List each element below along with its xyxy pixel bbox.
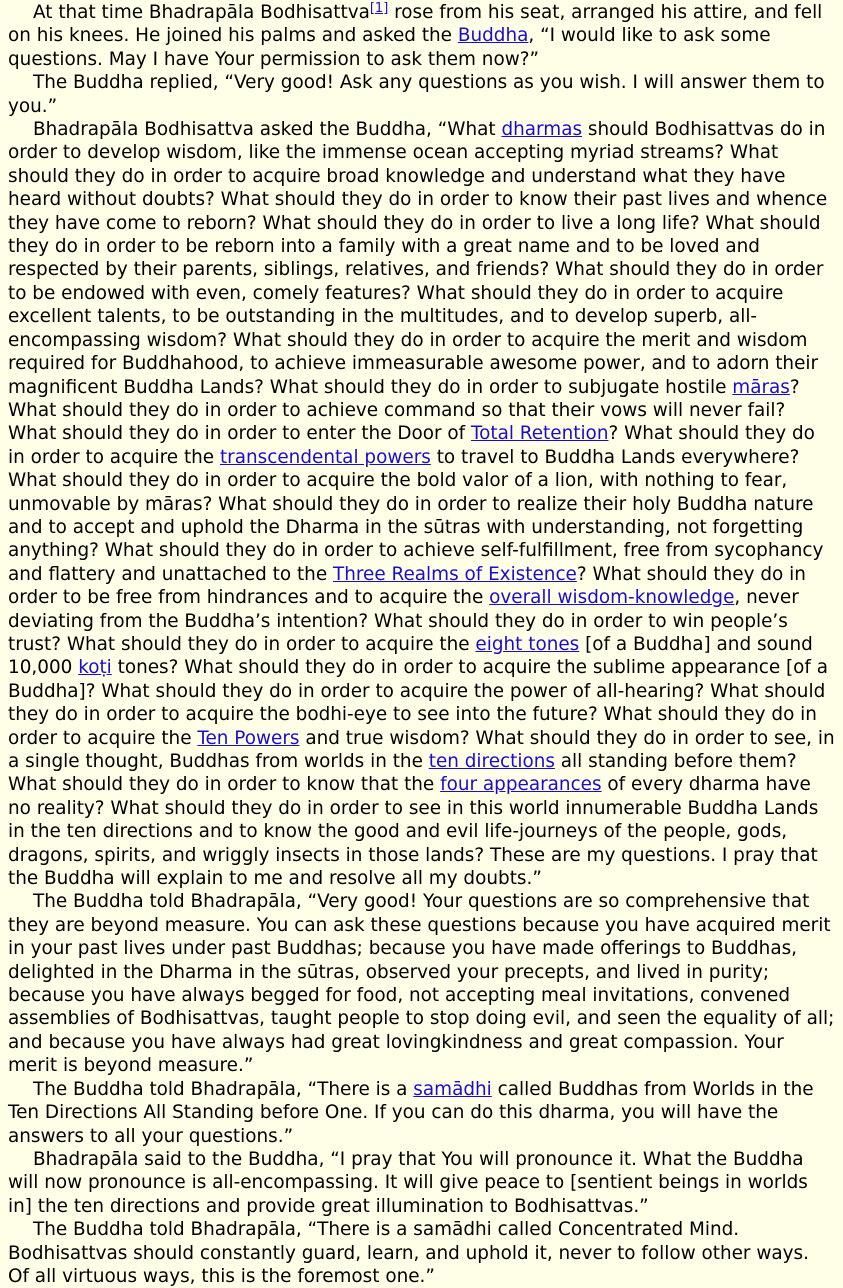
glossary-link-ten-powers[interactable]: Ten Powers bbox=[197, 727, 300, 749]
text-run: of every dharma have no reality? What should they do in order to see in this world innumerable Buddha Lands in the ten directions and to know the good and evil life-journeys of the people, gods, dragons, spirits, and wriggly insects in those lands? These are my questions. I pray that the Buddha will explain to me and resolve all my doubts.” bbox=[8, 774, 819, 890]
glossary-link-eight-tones[interactable]: eight tones bbox=[475, 633, 580, 655]
glossary-link-sam-dhi[interactable]: samādhi bbox=[413, 1078, 492, 1100]
glossary-link-m-ras[interactable]: māras bbox=[732, 376, 790, 398]
footnote-ref bbox=[370, 1, 388, 16]
paragraph-3 bbox=[8, 118, 835, 890]
glossary-link-four-appearances[interactable]: four appearances bbox=[440, 774, 602, 796]
text-run: should Bodhisattvas do in order to develop wisdom, like the immense ocean accepting myriad streams? What should they do in order to acquire broad knowledge and understand what they have heard without doubts? What should they do in order to know their past lives and whence they have come to reborn? What should they do in order to live a long life? What should they do in order to be reborn into a family with a great name and to be loved and respected by their parents, siblings, relatives, and friends? What should they do in order to be endowed with even, comely features? What should they do in order to acquire excellent talents, to be outstanding in the multitudes, and to develop superb, all-encompassing wisdom? What should they do in order to acquire the merit and wisdom required for Buddhahood, to achieve immeasurable awesome power, and to adorn their magnificent Buddha Lands? What should they do in order to subjugate hostile bbox=[8, 119, 828, 398]
footnote-link[interactable]: [1] bbox=[369, 1, 389, 16]
paragraph-5 bbox=[8, 1078, 835, 1148]
text-run: , never deviating from the Buddha’s intention? What should they do in order to win people’s trust? What should they do in order to acquire the bbox=[8, 587, 799, 655]
text-run: ? What should they do in order to acquire the bbox=[8, 423, 815, 468]
text-run: all standing before them? What should they do in order to know that the bbox=[8, 751, 797, 796]
text-run: and true wisdom? What should they do in order to see, in a single thought, Buddhas from worlds in the bbox=[8, 727, 835, 772]
paragraph-7 bbox=[8, 1218, 835, 1288]
text-run: The Buddha replied, “Very good! Ask any questions as you wish. I will answer them to you.” bbox=[8, 72, 825, 117]
text-run: The Buddha told Bhadrapāla, “There is a samādhi called Concentrated Mind. Bodhisattvas should constantly guard, learn, and uphold it, never to follow other ways. Of all virtuous ways, this is the foremost one.” bbox=[8, 1219, 809, 1287]
paragraph-2 bbox=[8, 71, 835, 118]
text-run: called Buddhas from Worlds in the Ten Directions All Standing before One. If you can do this dharma, you will have the answers to all your questions.” bbox=[8, 1078, 814, 1147]
paragraph-6 bbox=[8, 1148, 835, 1218]
text-run: to travel to Buddha Lands everywhere? What should they do in order to acquire the bold valor of a lion, with nothing to fear, unmovable by māras? What should they do in order to realize their holy Buddha nature and to accept and uphold the Dharma in the sūtras with understanding, not forgetting anything? What should they do in order to achieve self-fulfillment, free from sycophancy and flattery and unattached to the bbox=[8, 446, 824, 585]
paragraph-4 bbox=[8, 890, 835, 1077]
text-run: The Buddha told Bhadrapāla, “Very good! Your questions are so comprehensive that they are beyond measure. You can ask these questions because you have acquired merit in your past lives under past Buddhas; because you have made offerings to Buddhas, delighted in the Dharma in the sūtras, observed your precepts, and lived in purity; because you have always begged for food, not accepting meal invitations, convened assemblies of Bodhisattvas, taught people to stop doing evil, and seen the equality of all; and because you have always had great lovingkindness and great compassion. Your merit is beyond measure.” bbox=[8, 891, 835, 1077]
text-run: ? What should they do in order to be free from hindrances and to acquire the bbox=[8, 563, 806, 609]
glossary-link-transcendental-powers[interactable]: transcendental powers bbox=[219, 446, 431, 468]
glossary-link-total-retention[interactable]: Total Retention bbox=[471, 423, 609, 445]
paragraph-1 bbox=[8, 1, 835, 71]
glossary-link-overall-wisdom-knowledge[interactable]: overall wisdom-knowledge bbox=[489, 587, 735, 609]
text-run: [of a Buddha] and sound 10,000 bbox=[8, 633, 813, 679]
glossary-link-three-realms-of-existence[interactable]: Three Realms of Existence bbox=[332, 563, 577, 585]
text-run: The Buddha told Bhadrapāla, “There is a bbox=[33, 1078, 414, 1100]
text-run: rose from his seat, arranged his attire, and fell on his knees. He joined his palms and asked the bbox=[8, 2, 823, 47]
glossary-link-ten-directions[interactable]: ten directions bbox=[428, 751, 555, 772]
text-run: Bhadrapāla Bodhisattva asked the Buddha, “What bbox=[33, 119, 502, 141]
text-run: , “I would like to ask some questions. May I have Your permission to ask them now?” bbox=[8, 25, 771, 70]
glossary-link-buddha[interactable]: Buddha bbox=[457, 25, 529, 47]
text-run: ? What should they do in order to achieve command so that their vows will never fail? What should they do in order to enter the Door of bbox=[8, 376, 800, 445]
text-run: tones? What should they do in order to acquire the sublime appearance [of a Buddha]? What should they do in order to acquire the power of all-hearing? What should they do in order to acquire the bodhi-eye to see into the future? What should they do in order to acquire the bbox=[8, 657, 829, 749]
glossary-link-dharmas[interactable]: dharmas bbox=[501, 119, 583, 141]
glossary-link-ko-i[interactable]: koṭi bbox=[78, 657, 112, 679]
text-run: Bhadrapāla said to the Buddha, “I pray that You will pronounce it. What the Buddha will now pronounce is all-encompassing. It will give peace to [sentient beings in worlds in] the ten directions and provide great illumination to Bodhisattvas.” bbox=[8, 1148, 808, 1217]
text-run: At that time Bhadrapāla Bodhisattva bbox=[33, 2, 370, 23]
